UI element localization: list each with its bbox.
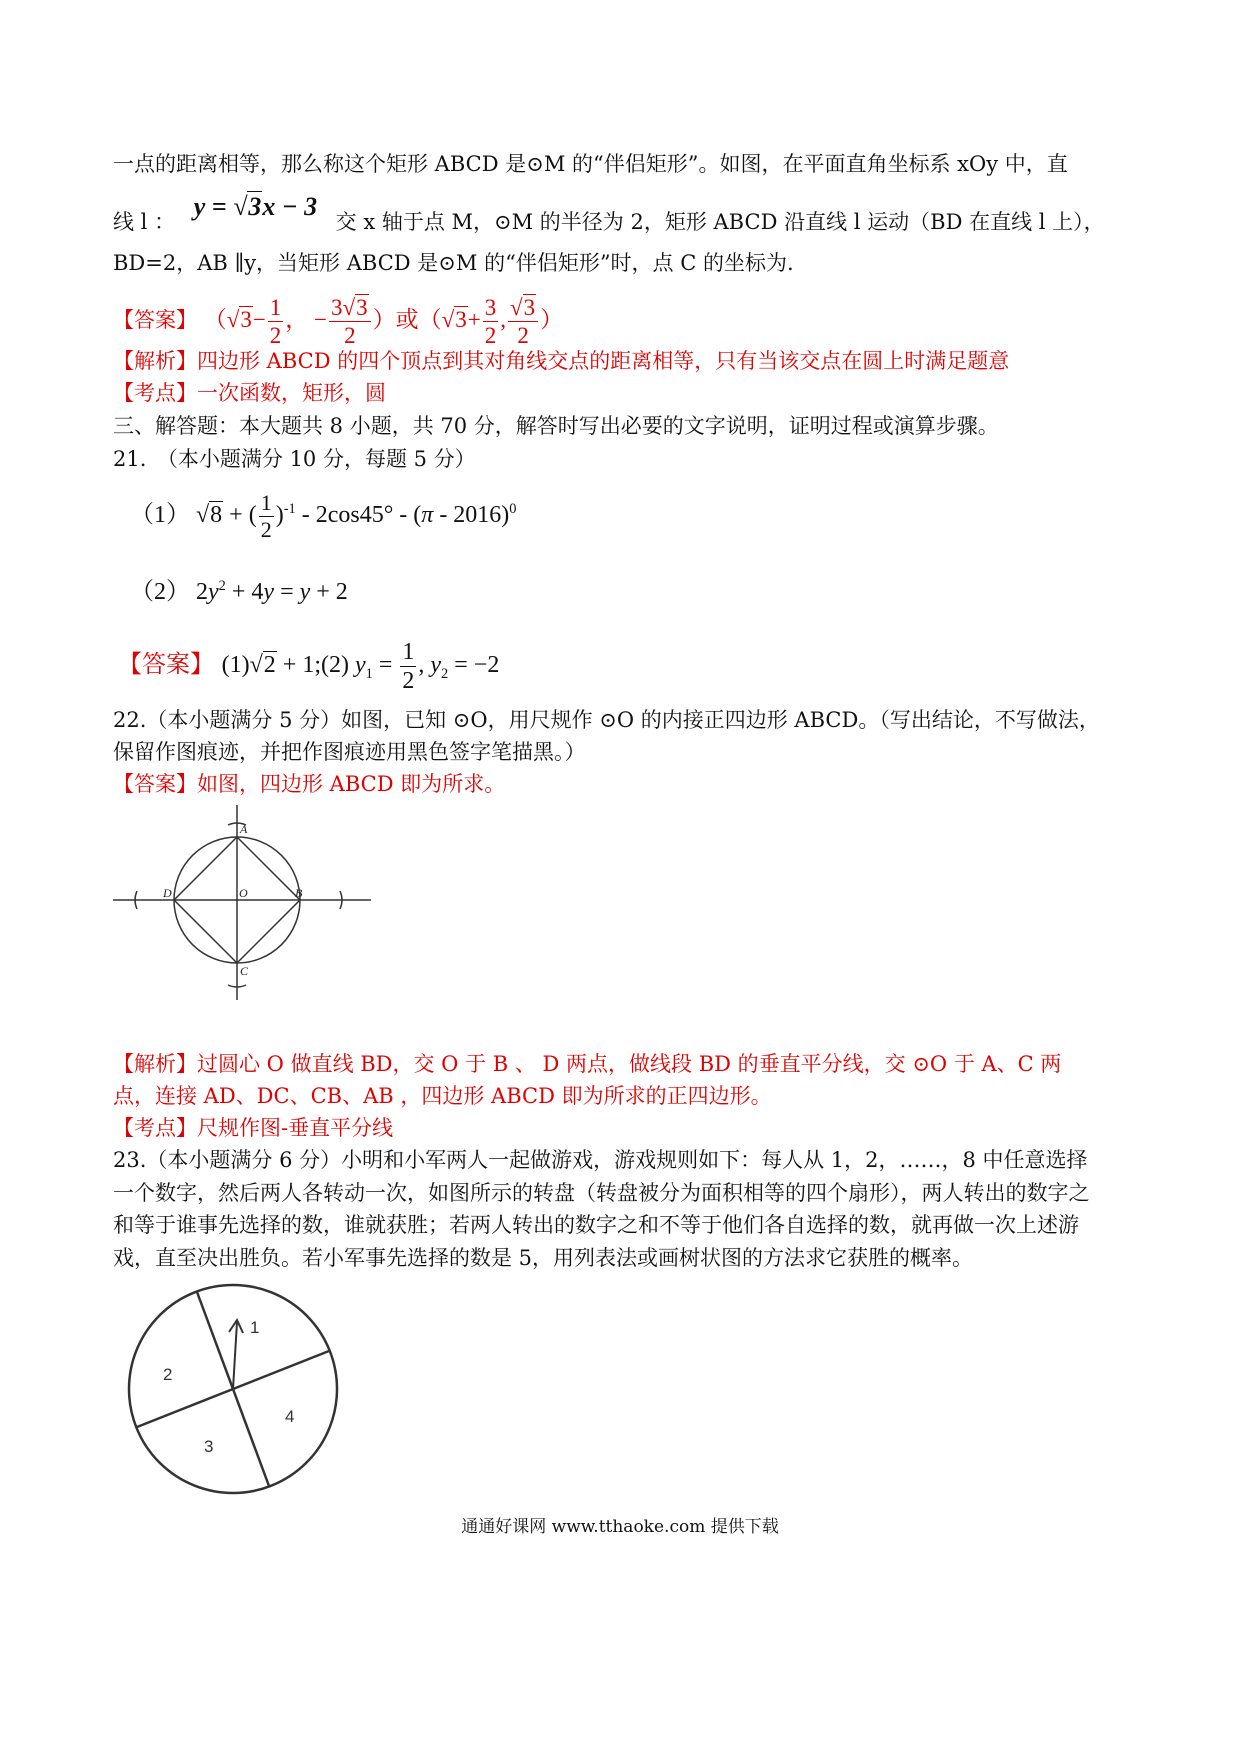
label-d: D bbox=[163, 886, 172, 900]
q22-answer bbox=[113, 770, 1133, 798]
q21-part2: （2） $2y^2 + 4y = y + 2$ bbox=[130, 578, 348, 605]
label-a: A bbox=[240, 822, 248, 836]
q21-answer: 【答案】 (1)√2 + 1;(2) $y_1$ = $\frac{1}{2}$ , $y_2 = -2$ bbox=[118, 639, 500, 694]
p1-analysis-text: 四边形 ABCD 的四个顶点到其对角线交点的距离相等，只有当该交点在圆上时满足题意 bbox=[197, 349, 1010, 373]
p1-analysis bbox=[113, 347, 1133, 375]
p1-line3: BD=2，AB ∥y，当矩形 ABCD 是⊙M 的“伴侣矩形”时，点 C 的坐标为. bbox=[113, 251, 794, 275]
q22-line2: 保留作图痕迹，并把作图痕迹用黑色签字笔描黑。） bbox=[113, 740, 586, 764]
p1-line1: 一点的距离相等，那么称这个矩形 ABCD 是⊙M 的“伴侣矩形”。如图，在平面直角坐标系 xOy 中，直 bbox=[113, 152, 1068, 176]
q22-analysis-line2: 点，连接 AD、DC、CB、AB ，四边形 ABCD 即为所求的正四边形。 bbox=[113, 1084, 772, 1108]
q21-answer-label: 【答案】 bbox=[118, 650, 214, 679]
q22-keypoint bbox=[113, 1114, 1133, 1142]
p1-keypoint-label: 【考点】 bbox=[113, 381, 197, 405]
p1-keypoint bbox=[113, 379, 1133, 407]
sector-label-3: 3 bbox=[204, 1437, 214, 1456]
p1-answer-label: 【答案】 bbox=[113, 307, 197, 332]
q22-analysis-label: 【解析】 bbox=[113, 1052, 197, 1076]
page-footer: 通通好课网 www.tthaoke.com 提供下载 bbox=[461, 1517, 779, 1537]
sector-label-4: 4 bbox=[285, 1407, 295, 1426]
section3-heading: 三、解答题：本大题共 8 小题，共 70 分，解答时写出必要的文字说明，证明过程或演算步骤。 bbox=[113, 414, 999, 438]
sector-label-1: 1 bbox=[250, 1318, 260, 1337]
q22-keypoint-text: 尺规作图-垂直平分线 bbox=[197, 1116, 394, 1140]
p1-line-formula: y = √3x − 3 bbox=[193, 192, 324, 221]
q23-line1: 23.（本小题满分 6 分）小明和小军两人一起做游戏，游戏规则如下：每人从 1，2，……，8 中任意选择 bbox=[113, 1148, 1088, 1172]
label-c: C bbox=[240, 964, 249, 978]
p1-answer bbox=[113, 296, 1133, 347]
spinner-figure bbox=[113, 1278, 358, 1500]
q22-analysis-line1 bbox=[113, 1050, 1133, 1078]
q23-line4: 戏，直至决出胜负。若小军事先选择的数是 5，用列表法或画树状图的方法求它获胜的概率。 bbox=[113, 1246, 974, 1270]
q22-analysis-text1: 过圆心 O 做直线 BD，交 O 于 B 、 D 两点，做线段 BD 的垂直平分线，交 ⊙O 于 A、C 两 bbox=[197, 1052, 1062, 1076]
sector-label-2: 2 bbox=[163, 1365, 173, 1384]
p1-keypoint-text: 一次函数，矩形，圆 bbox=[197, 381, 386, 405]
q21-part1: （1） √8 + ( $\frac{1}{2}$ )$^{-1}$ - 2cos45° - (π - 2016)$^0$ bbox=[130, 490, 517, 542]
q23-line3: 和等于谁事先选择的数，谁就获胜；若两人转出的数字之和不等于他们各自选择的数，就再做一次上述游 bbox=[113, 1213, 1079, 1237]
p1-analysis-label: 【解析】 bbox=[113, 349, 197, 373]
q22-answer-label: 【答案】 bbox=[113, 772, 197, 796]
p1-line2 bbox=[113, 192, 1133, 236]
inscribed-square-figure bbox=[113, 805, 373, 1010]
p1-answer-formula: （√3− $\frac{1}{2}$ ， − $\frac{3√3}{2}$ ）或（√3+ $\frac{3}{2}$ , $\frac{√3}{2}$ ） bbox=[203, 295, 564, 348]
spinner-arrow bbox=[233, 1322, 237, 1389]
p1-line2-post: 交 x 轴于点 M，⊙M 的半径为 2，矩形 ABCD 沿直线 l 运动（BD 在直线 l 上）， bbox=[335, 210, 1105, 234]
q22-line1: 22.（本小题满分 5 分）如图，已知 ⊙O，用尺规作 ⊙O 的内接正四边形 ABCD。（写出结论，不写做法， bbox=[113, 708, 1100, 732]
label-o: O bbox=[239, 886, 248, 900]
p1-line2-pre: 线 l ： bbox=[113, 210, 176, 234]
q22-keypoint-label: 【考点】 bbox=[113, 1116, 197, 1140]
q21-header: 21. （本小题满分 10 分，每题 5 分） bbox=[113, 447, 476, 471]
q23-line2: 一个数字，然后两人各转动一次，如图所示的转盘（转盘被分为面积相等的四个扇形），两人转出的数字之 bbox=[113, 1181, 1090, 1205]
label-b: B bbox=[295, 886, 303, 900]
q22-answer-text: 如图，四边形 ABCD 即为所求。 bbox=[197, 772, 506, 796]
